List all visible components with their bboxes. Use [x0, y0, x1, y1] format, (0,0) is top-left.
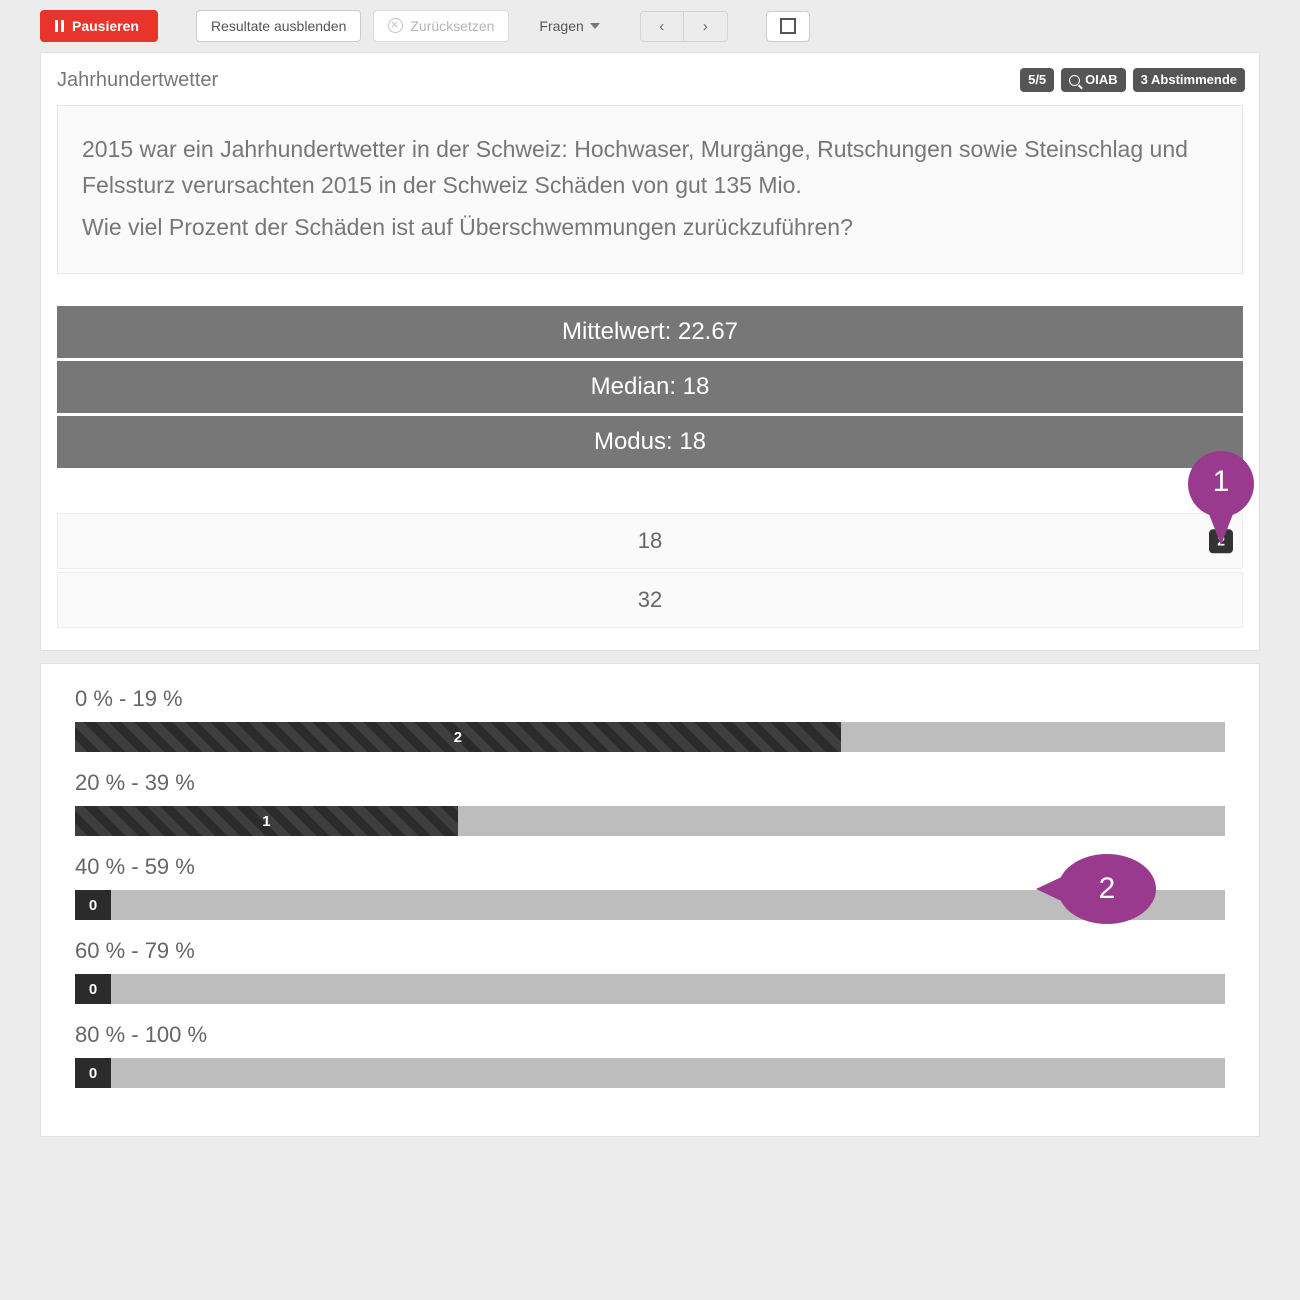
histogram-value: 0 [88, 980, 98, 998]
histogram-bar [75, 890, 111, 920]
histogram-category-label: 60 % - 79 % [75, 938, 195, 964]
voters-badge: 3 Abstimmende [1133, 68, 1245, 92]
histogram-track [75, 1058, 1225, 1088]
annotation-marker-2-label: 2 [1098, 872, 1116, 906]
annotation-marker-1-label: 1 [1212, 465, 1230, 498]
chevron-down-icon [590, 23, 600, 29]
histogram-category-label: 20 % - 39 % [75, 770, 195, 796]
stat-mean: Mittelwert: 22.67 [57, 306, 1243, 358]
histogram-item [75, 686, 1225, 752]
answer-value: 32 [637, 587, 663, 613]
annotation-marker-2 [1036, 854, 1156, 924]
stat-mode: Modus: 18 [57, 416, 1243, 468]
histogram-value: 0 [88, 896, 98, 914]
question-line-2: Wie viel Prozent der Schäden ist auf Überschwemmungen zurückzuführen? [82, 213, 853, 240]
question-line-1: 2015 war ein Jahrhundertwetter in der Schweiz: Hochwaser, Murgänge, Rutschungen sowie Steinschlag und Felssturz verursachten 2015 in der Schweiz Schäden von gut 135 Mio. [82, 136, 1188, 198]
histogram-bar [75, 722, 841, 752]
histogram-bar [75, 974, 111, 1004]
histogram-item [75, 938, 1225, 1004]
histogram-bar [75, 1058, 111, 1088]
answer-row [57, 513, 1243, 569]
histogram-category-label: 0 % - 19 % [75, 686, 183, 712]
oiab-badge[interactable] [1061, 68, 1126, 92]
answer-value: 18 [637, 528, 663, 554]
reset-button-label: Zurücksetzen [410, 17, 495, 34]
pause-icon [55, 20, 64, 32]
answer-count-badge: 2 [1209, 530, 1233, 553]
answer-row [57, 572, 1243, 628]
fullscreen-button[interactable] [766, 11, 810, 42]
statistics-list [57, 306, 1243, 468]
histogram-category-label: 80 % - 100 % [75, 1022, 208, 1048]
question-text-box [57, 105, 1243, 274]
histogram-bar [75, 806, 458, 836]
histogram-item [75, 1022, 1225, 1088]
next-question-button[interactable]: › [684, 11, 728, 42]
histogram-value: 0 [88, 1064, 98, 1082]
reset-icon [388, 18, 403, 33]
search-icon [1069, 75, 1080, 86]
progress-badge: 5/5 [1020, 68, 1054, 92]
navigation-group [640, 11, 728, 42]
pause-button-label: Pausieren [72, 17, 139, 34]
toolbar [0, 0, 1300, 52]
expand-icon [780, 18, 796, 34]
questions-dropdown-label: Fragen [539, 18, 584, 34]
questions-dropdown[interactable] [535, 11, 603, 41]
histogram-value: 2 [453, 728, 463, 746]
badge-group [1020, 68, 1245, 92]
hide-results-button[interactable]: Resultate ausblenden [196, 10, 361, 43]
reset-button[interactable] [373, 10, 509, 43]
annotation-marker-1 [1188, 451, 1254, 547]
oiab-badge-label: OIAB [1085, 72, 1118, 87]
answer-list [57, 513, 1243, 628]
pause-button[interactable] [40, 10, 158, 43]
histogram-track [75, 722, 1225, 752]
histogram-panel [40, 663, 1260, 1137]
previous-question-button[interactable]: ‹ [640, 11, 684, 42]
histogram-item [75, 770, 1225, 836]
question-card [40, 52, 1260, 651]
histogram-category-label: 40 % - 59 % [75, 854, 195, 880]
histogram-track [75, 806, 1225, 836]
histogram-track [75, 974, 1225, 1004]
histogram-value: 1 [262, 812, 271, 830]
card-header [41, 53, 1259, 100]
stat-median: Median: 18 [57, 361, 1243, 413]
page-title: Jahrhundertwetter [57, 68, 219, 91]
